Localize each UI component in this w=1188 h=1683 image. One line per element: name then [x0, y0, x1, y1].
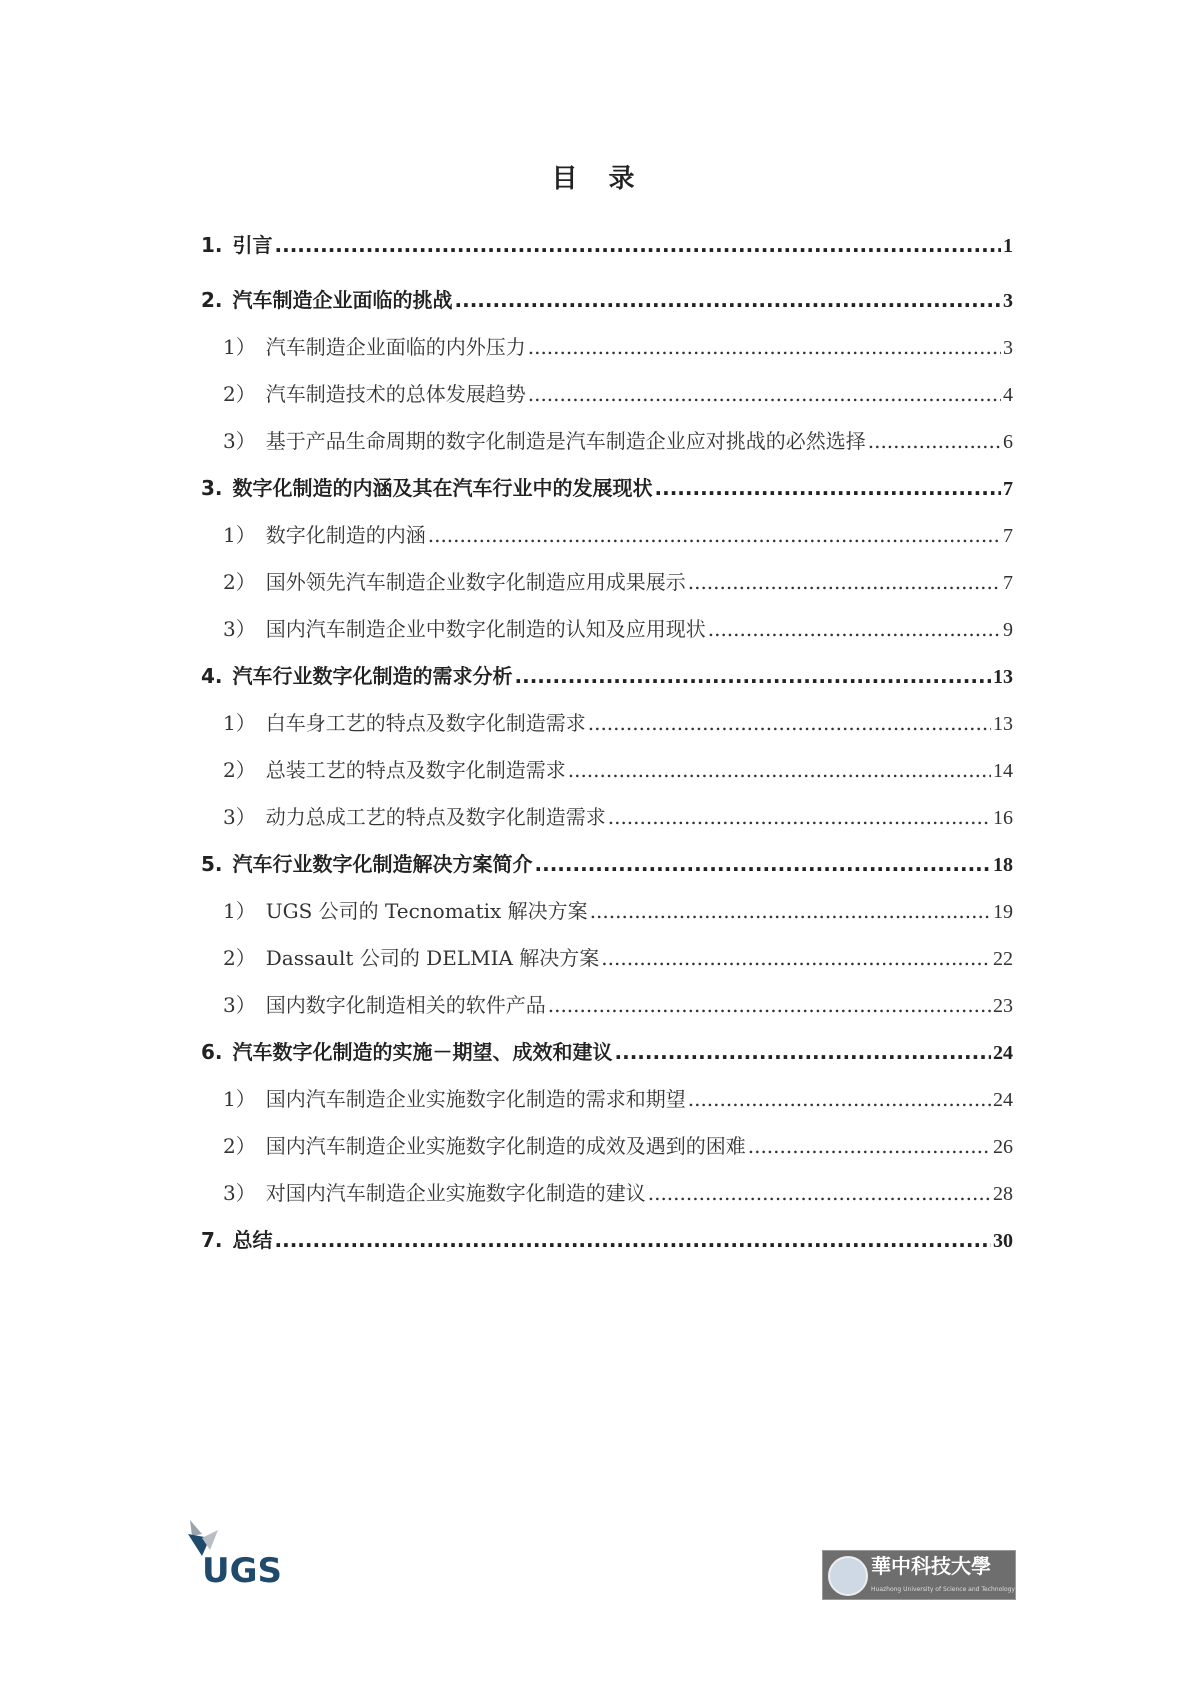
toc-leader-dots [428, 512, 1001, 559]
toc-entry-page: 24 [993, 1042, 1013, 1064]
toc-entry-page: 13 [993, 713, 1013, 735]
toc-entry-title: 总结 [232, 1228, 273, 1252]
toc-entry-number: 1. [201, 233, 223, 257]
toc-entry-number: 5. [201, 852, 223, 876]
toc-entry[interactable] [201, 465, 1013, 512]
toc-entry-number: 4. [201, 664, 223, 688]
toc-leader-dots [601, 935, 991, 982]
toc-leader-dots [868, 418, 1001, 465]
toc-entry[interactable] [201, 277, 1013, 324]
toc-entry[interactable] [201, 1029, 1013, 1076]
toc-entry-number: 1） [223, 711, 256, 735]
toc-entry[interactable] [201, 700, 1013, 747]
toc-leader-dots [568, 747, 991, 794]
toc-entry-title: 白车身工艺的特点及数字化制造需求 [265, 711, 586, 735]
toc-entry-title: 国内汽车制造企业实施数字化制造的成效及遇到的困难 [265, 1134, 746, 1158]
toc-entry-title: 基于产品生命周期的数字化制造是汽车制造企业应对挑战的必然选择 [265, 429, 866, 453]
toc-entry-title: 总装工艺的特点及数字化制造需求 [265, 758, 566, 782]
toc-entry-page: 16 [993, 807, 1013, 829]
toc-entry[interactable] [201, 324, 1013, 371]
toc-entry-page: 19 [993, 901, 1013, 923]
toc-entry-number: 6. [201, 1040, 223, 1064]
toc-entry-page: 6 [1003, 431, 1013, 453]
toc-entry-number: 2） [223, 382, 256, 406]
toc-entry-number: 2） [223, 1134, 256, 1158]
toc-entry-page: 7 [1003, 572, 1013, 594]
svg-text:UGS: UGS [202, 1551, 283, 1591]
toc-entry[interactable] [201, 1217, 1013, 1264]
toc-entry-number: 3. [201, 476, 223, 500]
toc-leader-dots [535, 841, 991, 888]
toc-entry-number: 1） [223, 899, 256, 923]
toc-entry-number: 1） [223, 335, 256, 359]
toc-entry-title: 国内汽车制造企业实施数字化制造的需求和期望 [265, 1087, 686, 1111]
toc-entry-title: 汽车数字化制造的实施－期望、成效和建议 [232, 1040, 613, 1064]
toc-title: 目 录 [551, 164, 637, 194]
ugs-logo [188, 1520, 308, 1600]
toc-entry-title: 数字化制造的内涵 [265, 523, 426, 547]
hust-name-cn: 華中科技大學 [871, 1554, 991, 1578]
toc-leader-dots [528, 371, 1001, 418]
toc-leader-dots [548, 982, 991, 1029]
toc-entry-page: 26 [993, 1136, 1013, 1158]
toc-entry-title: UGS 公司的 Tecnomatix 解决方案 [265, 899, 588, 923]
toc-leader-dots [275, 222, 1001, 269]
toc-leader-dots [455, 277, 1001, 324]
toc-entry-page: 1 [1003, 235, 1013, 257]
toc-leader-dots [688, 559, 1001, 606]
toc-entry-title: 引言 [232, 233, 273, 257]
toc-entry-number: 3） [223, 993, 256, 1017]
toc-entry-number: 2） [223, 946, 256, 970]
toc-entry-title: 数字化制造的内涵及其在汽车行业中的发展现状 [232, 476, 653, 500]
toc-leader-dots [708, 606, 1001, 653]
toc-entry-page: 24 [993, 1089, 1013, 1111]
toc-entry[interactable] [201, 747, 1013, 794]
toc-entry-page: 18 [993, 854, 1013, 876]
toc-entry-number: 2. [201, 288, 223, 312]
toc-entry-page: 22 [993, 948, 1013, 970]
toc-entry-title: 国外领先汽车制造企业数字化制造应用成果展示 [265, 570, 686, 594]
toc-entry[interactable] [201, 982, 1013, 1029]
toc-entry[interactable] [201, 935, 1013, 982]
toc-entry-number: 3） [223, 429, 256, 453]
toc-entry[interactable] [201, 371, 1013, 418]
toc-entry[interactable] [201, 606, 1013, 653]
toc-leader-dots [528, 324, 1001, 371]
toc-entry-number: 3） [223, 805, 256, 829]
toc-entry-page: 28 [993, 1183, 1013, 1205]
toc-entry-page: 3 [1003, 337, 1013, 359]
toc-entry[interactable] [201, 559, 1013, 606]
toc-leader-dots [590, 888, 991, 935]
toc-entry-page: 3 [1003, 290, 1013, 312]
toc-entry-title: 汽车制造技术的总体发展趋势 [265, 382, 526, 406]
toc-entry-title: 汽车制造企业面临的内外压力 [265, 335, 526, 359]
toc-entry[interactable] [201, 1076, 1013, 1123]
toc-entry-page: 9 [1003, 619, 1013, 641]
toc-entry-title: 国内汽车制造企业中数字化制造的认知及应用现状 [265, 617, 706, 641]
toc-entry-page: 4 [1003, 384, 1013, 406]
toc-entry-page: 13 [993, 666, 1013, 688]
toc-leader-dots [588, 700, 991, 747]
toc-entry-number: 2） [223, 570, 256, 594]
toc-leader-dots [615, 1029, 991, 1076]
toc-entry-number: 7. [201, 1228, 223, 1252]
toc-entry-title: 汽车行业数字化制造解决方案简介 [232, 852, 533, 876]
table-of-contents [201, 222, 1013, 1264]
toc-entry[interactable] [201, 222, 1013, 269]
toc-entry[interactable] [201, 888, 1013, 935]
toc-entry[interactable] [201, 794, 1013, 841]
toc-entry-number: 3） [223, 617, 256, 641]
toc-leader-dots [275, 1217, 991, 1264]
toc-leader-dots [608, 794, 991, 841]
toc-entry-page: 14 [993, 760, 1013, 782]
toc-entry-page: 30 [993, 1230, 1013, 1252]
toc-entry-title: 汽车制造企业面临的挑战 [232, 288, 453, 312]
toc-entry-number: 1） [223, 1087, 256, 1111]
toc-leader-dots [688, 1076, 991, 1123]
toc-entry-title: 动力总成工艺的特点及数字化制造需求 [265, 805, 606, 829]
toc-entry-page: 7 [1003, 478, 1013, 500]
toc-entry-title: 汽车行业数字化制造的需求分析 [232, 664, 513, 688]
toc-leader-dots [515, 653, 991, 700]
toc-entry[interactable] [201, 512, 1013, 559]
toc-entry-title: 对国内汽车制造企业实施数字化制造的建议 [265, 1181, 646, 1205]
toc-entry-title: Dassault 公司的 DELMIA 解决方案 [265, 946, 600, 970]
hust-logo [822, 1550, 1016, 1600]
toc-leader-dots [748, 1123, 991, 1170]
toc-leader-dots [648, 1170, 991, 1217]
toc-entry-title: 国内数字化制造相关的软件产品 [265, 993, 546, 1017]
hust-name-en: Huazhong University of Science and Technology [871, 1586, 1015, 1593]
toc-entry-number: 2） [223, 758, 256, 782]
toc-entry[interactable] [201, 841, 1013, 888]
toc-entry-page: 7 [1003, 525, 1013, 547]
toc-entry-page: 23 [993, 995, 1013, 1017]
toc-entry[interactable] [201, 1123, 1013, 1170]
toc-entry[interactable] [201, 653, 1013, 700]
toc-entry-number: 3） [223, 1181, 256, 1205]
hust-seal-icon [828, 1556, 868, 1596]
toc-entry-number: 1） [223, 523, 256, 547]
toc-entry[interactable] [201, 418, 1013, 465]
toc-entry[interactable] [201, 1170, 1013, 1217]
toc-leader-dots [655, 465, 1001, 512]
